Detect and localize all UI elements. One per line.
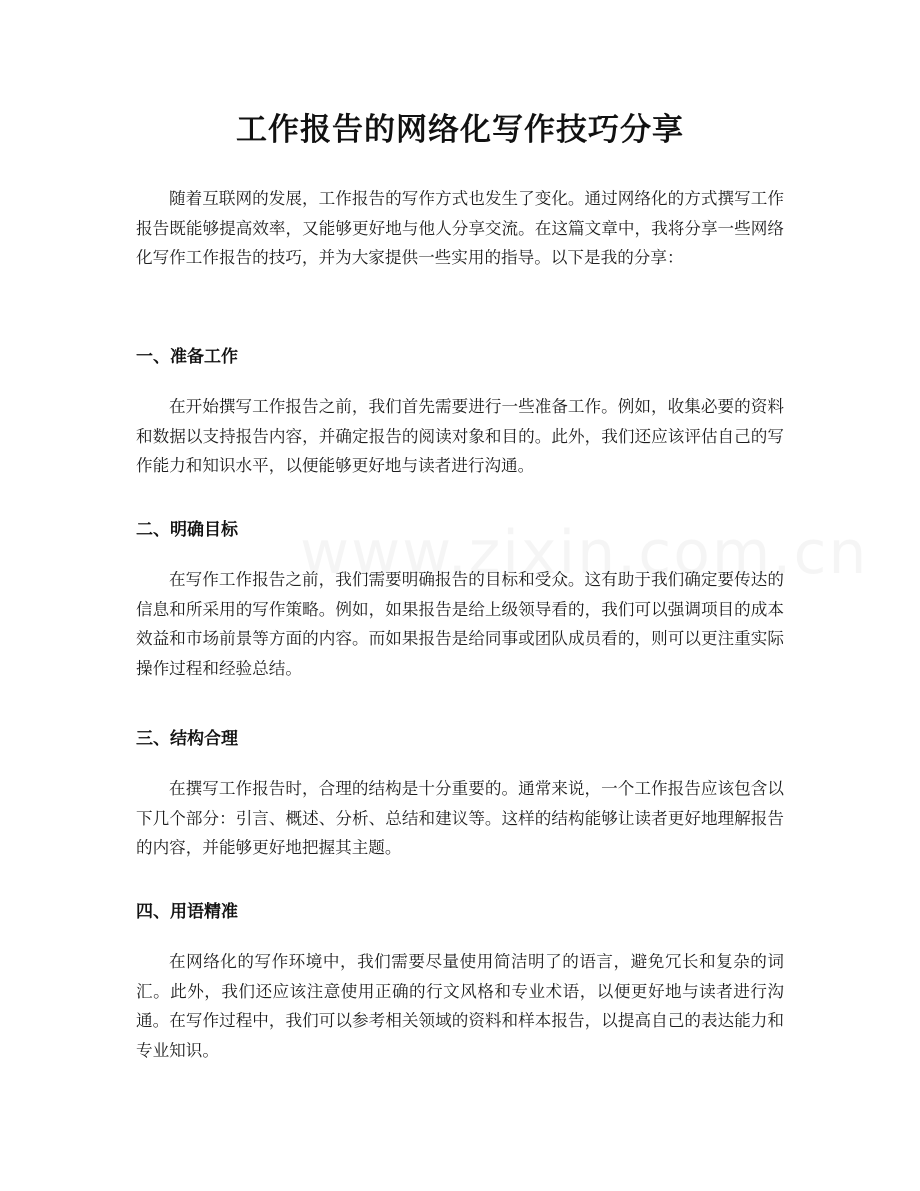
section-body-wording: 在网络化的写作环境中，我们需要尽量使用简洁明了的语言，避免冗长和复杂的词汇。此外，我们还应该注意使用正确的行文风格和专业术语，以便更好地与读者进行沟通。在写作过程中，我们可以参考相关领域的资料和样本报告，以提高自己的表达能力和专业知识。 xyxy=(136,952,784,1060)
section-body-structure: 在撰写工作报告时，合理的结构是十分重要的。通常来说，一个工作报告应该包含以下几个部分：引言、概述、分析、总结和建议等。这样的结构能够让读者更好地理解报告的内容，并能够更好地把握其主题。 xyxy=(136,779,784,858)
section-heading-structure: 三、结构合理 xyxy=(136,729,238,749)
page-title: 工作报告的网络化写作技巧分享 xyxy=(236,112,684,148)
intro-paragraph: 随着互联网的发展，工作报告的写作方式也发生了变化。通过网络化的方式撰写工作报告既能够提高效率，又能够更好地与他人分享交流。在这篇文章中，我将分享一些网络化写作工作报告的技巧，并为大家提供一些实用的指导。以下是我的分享： xyxy=(136,189,784,268)
section-heading-preparation: 一、准备工作 xyxy=(136,347,238,367)
section-body-goals: 在写作工作报告之前，我们需要明确报告的目标和受众。这有助于我们确定要传达的信息和所采用的写作策略。例如，如果报告是给上级领导看的，我们可以强调项目的成本效益和市场前景等方面的内容。而如果报告是给同事或团队成员看的，则可以更注重实际操作过程和经验总结。 xyxy=(136,570,784,678)
section-heading-goals: 二、明确目标 xyxy=(136,520,238,540)
section-heading-wording: 四、用语精准 xyxy=(136,902,238,922)
section-body-preparation: 在开始撰写工作报告之前，我们首先需要进行一些准备工作。例如，收集必要的资料和数据以支持报告内容，并确定报告的阅读对象和目的。此外，我们还应该评估自己的写作能力和知识水平，以便能够更好地与读者进行沟通。 xyxy=(136,397,784,476)
